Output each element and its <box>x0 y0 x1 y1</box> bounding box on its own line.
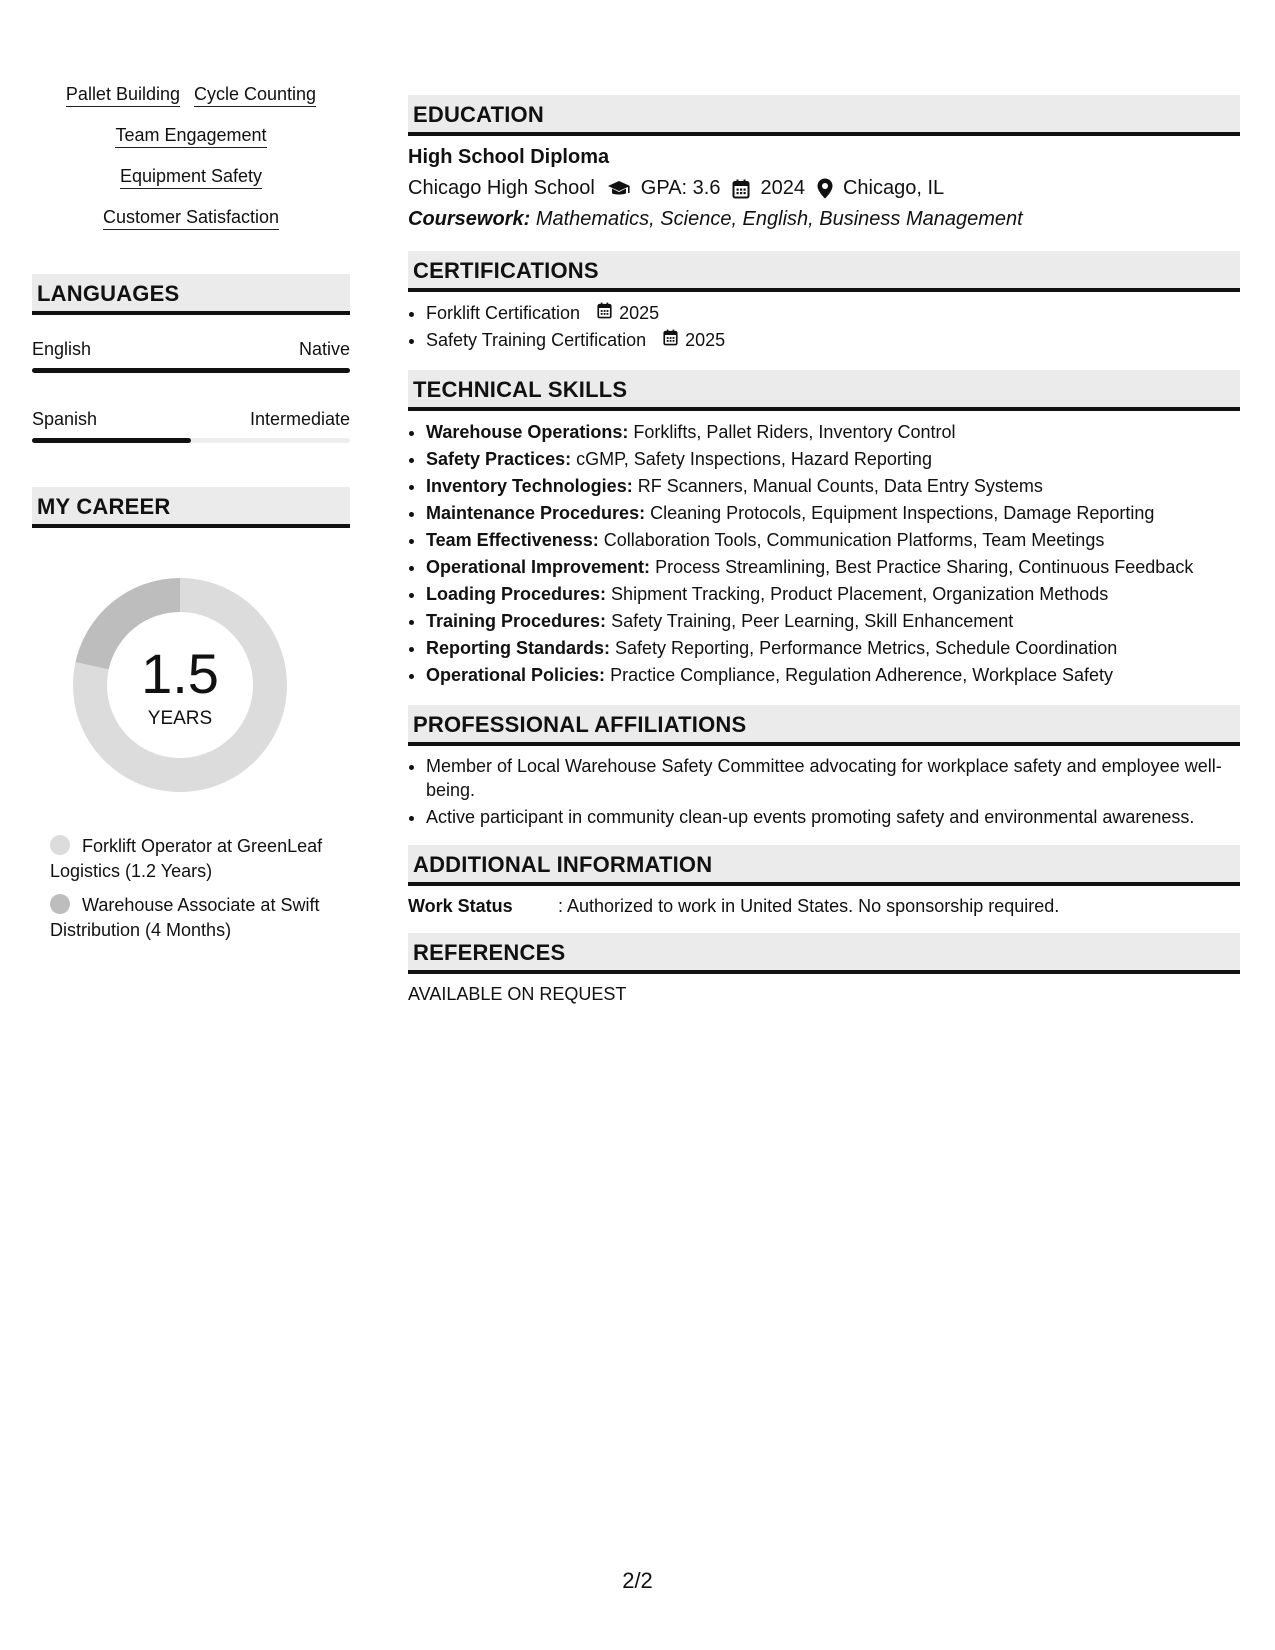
location-pin-icon <box>817 178 833 199</box>
gpa-value: GPA: 3.6 <box>640 177 721 199</box>
certification-name: Forklift Certification <box>426 303 581 323</box>
affiliations-section <box>408 705 1240 829</box>
skill-details: Process Streamlining, Best Practice Sharing, Continuous Feedback <box>655 557 1194 577</box>
technical-skill-item <box>426 500 1240 527</box>
work-status-label: Work Status <box>408 896 513 916</box>
page-number: 2/2 <box>622 1568 653 1593</box>
career-item-label: Forklift Operator at GreenLeaf Logistics (1.2 Years) <box>50 836 323 881</box>
certification-item <box>426 300 1240 327</box>
graduation-year: 2024 <box>760 177 805 199</box>
language-item <box>32 409 350 443</box>
education-heading: EDUCATION <box>408 95 1240 136</box>
technical-skill-item <box>426 635 1240 662</box>
certifications-section <box>408 251 1240 354</box>
skill-row <box>32 125 350 148</box>
skill-category: Maintenance Procedures: <box>426 503 646 523</box>
skill-details: Shipment Tracking, Product Placement, Organization Methods <box>611 584 1109 604</box>
education-section <box>408 95 1240 231</box>
skill-details: Practice Compliance, Regulation Adherence, Workplace Safety <box>610 665 1114 685</box>
skill-details: Collaboration Tools, Communication Platforms, Team Meetings <box>603 530 1105 550</box>
skill-category: Operational Policies: <box>426 665 606 685</box>
calendar-icon <box>597 302 612 319</box>
certification-year: 2025 <box>619 303 660 323</box>
certification-year: 2025 <box>685 330 726 350</box>
career-legend-dot <box>50 835 70 855</box>
languages-heading: LANGUAGES <box>32 274 350 315</box>
work-status <box>408 896 1240 917</box>
career-heading: MY CAREER <box>32 487 350 528</box>
technical-skill-item <box>426 419 1240 446</box>
career-list <box>50 834 350 943</box>
skill-category: Reporting Standards: <box>426 638 611 658</box>
skill-details: Safety Reporting, Performance Metrics, Schedule Coordination <box>615 638 1118 658</box>
work-status-value: : Authorized to work in United States. No sponsorship required. <box>558 896 1060 916</box>
skill-category: Safety Practices: <box>426 449 572 469</box>
skill-details: Cleaning Protocols, Equipment Inspections, Damage Reporting <box>650 503 1155 523</box>
skill-details: Safety Training, Peer Learning, Skill Enhancement <box>611 611 1014 631</box>
skill-row <box>32 166 350 189</box>
degree-title: High School Diploma <box>408 146 610 168</box>
skill-details: RF Scanners, Manual Counts, Data Entry Systems <box>637 476 1043 496</box>
technical-skill-item <box>426 581 1240 608</box>
career-legend-dot <box>50 894 70 914</box>
skill-category: Team Effectiveness: <box>426 530 599 550</box>
skill-row <box>32 207 350 230</box>
career-total-unit: YEARS <box>147 708 213 729</box>
references-heading: REFERENCES <box>408 933 1240 974</box>
calendar-icon <box>663 329 678 346</box>
additional-info-section <box>408 845 1240 917</box>
technical-skill-item <box>426 608 1240 635</box>
technical-skill-item <box>426 446 1240 473</box>
skill-tag: Pallet Building <box>66 84 180 107</box>
skill-row <box>32 84 350 107</box>
left-column <box>32 84 350 952</box>
references-section <box>408 933 1240 1005</box>
career-item <box>50 834 350 884</box>
career-item <box>50 893 350 943</box>
certifications-list <box>408 300 1240 354</box>
affiliations-list <box>408 754 1240 829</box>
language-proficiency-fill <box>32 368 350 373</box>
affiliation-item: • Active participant in community clean-up events promoting safety and environmental awareness. <box>426 805 1240 829</box>
skill-tag: Cycle Counting <box>194 84 316 107</box>
certifications-heading: CERTIFICATIONS <box>408 251 1240 292</box>
skill-category: Warehouse Operations: <box>426 422 629 442</box>
skill-category: Inventory Technologies: <box>426 476 633 496</box>
language-name: English <box>32 339 92 359</box>
certification-item <box>426 327 1240 354</box>
skill-details: Forklifts, Pallet Riders, Inventory Control <box>633 422 956 442</box>
right-column <box>408 95 1240 1021</box>
language-proficiency-bar <box>32 368 350 373</box>
coursework-label: Coursework: <box>408 208 531 230</box>
language-level: Intermediate <box>249 409 350 429</box>
language-proficiency-fill <box>32 438 191 443</box>
language-item <box>32 339 350 373</box>
languages-list <box>32 339 350 443</box>
coursework <box>408 208 1240 231</box>
languages-section <box>32 274 350 443</box>
skill-tag: Customer Satisfaction <box>103 207 279 230</box>
technical-skill-item <box>426 662 1240 689</box>
affiliations-heading: PROFESSIONAL AFFILIATIONS <box>408 705 1240 746</box>
calendar-icon <box>732 179 750 199</box>
graduation-cap-icon <box>607 180 631 198</box>
skill-category: Operational Improvement: <box>426 557 651 577</box>
skill-category: Loading Procedures: <box>426 584 607 604</box>
career-section <box>32 487 350 943</box>
skill-details: cGMP, Safety Inspections, Hazard Reporting <box>576 449 932 469</box>
skill-tag: Team Engagement <box>115 125 266 148</box>
references-text: AVAILABLE ON REQUEST <box>408 984 627 1004</box>
coursework-list: Mathematics, Science, English, Business Management <box>535 208 1023 230</box>
technical-skills-list <box>408 419 1240 689</box>
technical-skills-section <box>408 370 1240 689</box>
skills-cloud <box>32 84 350 230</box>
education-details <box>408 177 1240 200</box>
additional-info-heading: ADDITIONAL INFORMATION <box>408 845 1240 886</box>
skill-tag: Equipment Safety <box>120 166 262 189</box>
language-name: Spanish <box>32 409 98 429</box>
school-location: Chicago, IL <box>842 177 945 199</box>
technical-skill-item <box>426 527 1240 554</box>
career-donut-chart <box>65 570 295 800</box>
language-level: Native <box>298 339 350 359</box>
certification-name: Safety Training Certification <box>426 330 647 350</box>
skill-category: Training Procedures: <box>426 611 607 631</box>
affiliation-item: • Member of Local Warehouse Safety Committee advocating for workplace safety and employee well-being. <box>426 754 1240 802</box>
language-proficiency-bar <box>32 438 350 443</box>
technical-skills-heading: TECHNICAL SKILLS <box>408 370 1240 411</box>
technical-skill-item <box>426 473 1240 500</box>
school-name: Chicago High School <box>408 177 595 199</box>
career-item-label: Warehouse Associate at Swift Distribution (4 Months) <box>50 895 320 940</box>
technical-skill-item <box>426 554 1240 581</box>
career-total-years: 1.5 <box>141 642 219 705</box>
